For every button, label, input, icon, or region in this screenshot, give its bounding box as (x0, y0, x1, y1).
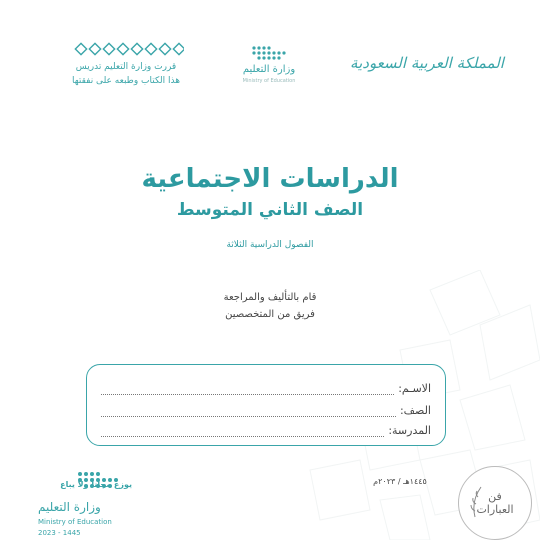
ministry-dots-icon (250, 44, 290, 64)
student-info-box (86, 364, 446, 446)
footer-ministry-name: وزارة التعليم (38, 500, 101, 514)
stamp-text-2: العبارات (476, 503, 514, 516)
school-label: المدرسة: (388, 424, 431, 437)
footer-year-range: 2023 - 1445 (38, 529, 81, 537)
school-line[interactable] (101, 426, 384, 437)
class-field[interactable] (101, 401, 431, 417)
credit-line-2: فريق من المتخصصين (225, 309, 315, 320)
name-line[interactable] (101, 384, 394, 395)
class-label: الصف: (399, 404, 431, 417)
school-field[interactable] (101, 421, 431, 437)
free-notice-line1: قررت وزارة التعليم تدريس (75, 62, 177, 72)
ministry-name: وزارة التعليم (242, 64, 296, 75)
class-line[interactable] (101, 406, 396, 417)
footer-ministry-logo (34, 470, 134, 540)
free-slogan: يوزع مجاناً ولا يباع (60, 480, 132, 489)
name-field[interactable] (101, 379, 431, 395)
watermark-stamp (458, 466, 532, 540)
semesters-label: الفصول الدراسية الثلاثة (226, 240, 314, 250)
ministry-logo (214, 42, 324, 92)
kingdom-logo (350, 46, 504, 80)
grade-level: الصف الثاني المتوسط (176, 200, 364, 220)
diamond-row-icon (74, 42, 184, 56)
header (0, 36, 540, 96)
book-title: الدراسات الاجتماعية (141, 164, 399, 194)
edition-year: ١٤٤٥هـ / ٢٠٢٣م (373, 477, 427, 486)
kingdom-name: المملكة العربية السعودية (350, 54, 504, 72)
credit-line-1: قام بالتأليف والمراجعة (223, 292, 317, 303)
name-label: الاسـم: (398, 382, 431, 395)
ministry-sub: Ministry of Education (242, 78, 296, 84)
free-distribution-notice (56, 42, 196, 92)
stamp-text-1: فن (488, 490, 502, 503)
free-notice-line2: هذا الكتاب وطبعه على نفقتها (71, 76, 181, 86)
footer-ministry-en: Ministry of Education (38, 518, 112, 526)
